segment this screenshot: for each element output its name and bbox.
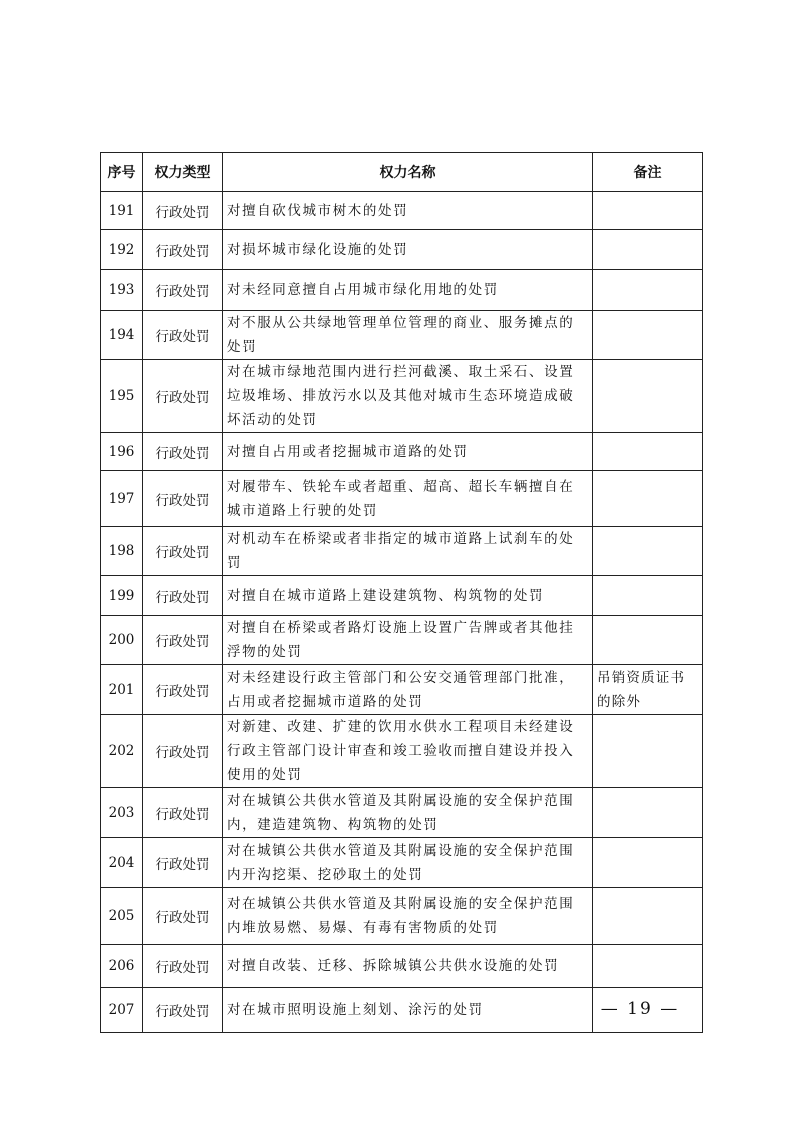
row-power-type: 行政处罚 [143,715,223,788]
row-power-type: 行政处罚 [143,945,223,988]
row-power-name: 对擅自占用或者挖掘城市道路的处罚 [223,433,593,471]
row-power-type: 行政处罚 [143,192,223,230]
row-serial-number: 206 [101,945,143,988]
row-power-name: 对擅自砍伐城市树木的处罚 [223,192,593,230]
row-remarks [593,471,703,527]
row-remarks [593,360,703,433]
row-power-name: 对在城镇公共供水管道及其附属设施的安全保护范围内堆放易燃、易爆、有毒有害物质的处罚 [223,888,593,945]
row-power-type: 行政处罚 [143,527,223,576]
table-row [101,616,703,665]
row-remarks [593,527,703,576]
table-row [101,838,703,888]
row-serial-number: 202 [101,715,143,788]
table-row [101,433,703,471]
table-row [101,945,703,988]
row-serial-number: 192 [101,230,143,270]
row-power-name: 对机动车在桥梁或者非指定的城市道路上试刹车的处罚 [223,527,593,576]
row-remarks: 吊销资质证书的除外 [593,665,703,715]
row-power-name: 对擅自改装、迁移、拆除城镇公共供水设施的处罚 [223,945,593,988]
row-power-type: 行政处罚 [143,838,223,888]
row-power-name: 对新建、改建、扩建的饮用水供水工程项目未经建设行政主管部门设计审查和竣工验收而擅自建设并投入使用的处罚 [223,715,593,788]
table-row [101,527,703,576]
table-row [101,665,703,715]
row-remarks [593,888,703,945]
row-power-type: 行政处罚 [143,311,223,360]
row-serial-number: 201 [101,665,143,715]
row-power-type: 行政处罚 [143,471,223,527]
table-row [101,192,703,230]
row-serial-number: 205 [101,888,143,945]
row-serial-number: 193 [101,270,143,311]
row-serial-number: 198 [101,527,143,576]
header-power-type: 权力类型 [143,153,223,192]
row-power-type: 行政处罚 [143,616,223,665]
header-serial-number: 序号 [101,153,143,192]
row-power-name: 对未经同意擅自占用城市绿化用地的处罚 [223,270,593,311]
table-row [101,888,703,945]
row-power-name: 对擅自在城市道路上建设建筑物、构筑物的处罚 [223,576,593,616]
table-row [101,270,703,311]
row-remarks [593,788,703,838]
row-remarks [593,311,703,360]
row-power-type: 行政处罚 [143,230,223,270]
row-power-type: 行政处罚 [143,576,223,616]
row-power-name: 对损坏城市绿化设施的处罚 [223,230,593,270]
table-row [101,360,703,433]
page-number: — 19 — [600,999,680,1019]
row-remarks [593,270,703,311]
table-row [101,576,703,616]
row-power-type: 行政处罚 [143,888,223,945]
table-header-row [101,153,703,192]
row-power-name: 对不服从公共绿地管理单位管理的商业、服务摊点的处罚 [223,311,593,360]
row-serial-number: 203 [101,788,143,838]
row-serial-number: 204 [101,838,143,888]
row-serial-number: 199 [101,576,143,616]
row-power-type: 行政处罚 [143,433,223,471]
row-serial-number: 191 [101,192,143,230]
row-remarks [593,945,703,988]
row-power-name: 对在城市照明设施上刻划、涂污的处罚 [223,988,593,1033]
row-remarks [593,715,703,788]
row-power-type: 行政处罚 [143,988,223,1033]
power-list-table [100,152,703,1033]
table-row [101,230,703,270]
table-row [101,311,703,360]
row-serial-number: 196 [101,433,143,471]
header-power-name: 权力名称 [223,153,593,192]
table-row [101,788,703,838]
row-serial-number: 197 [101,471,143,527]
row-power-type: 行政处罚 [143,270,223,311]
row-power-type: 行政处罚 [143,665,223,715]
row-remarks [593,192,703,230]
row-remarks [593,576,703,616]
row-power-name: 对未经建设行政主管部门和公安交通管理部门批准，占用或者挖掘城市道路的处罚 [223,665,593,715]
row-remarks [593,838,703,888]
row-remarks [593,433,703,471]
row-serial-number: 195 [101,360,143,433]
row-power-name: 对在城镇公共供水管道及其附属设施的安全保护范围内，建造建筑物、构筑物的处罚 [223,788,593,838]
table-row [101,471,703,527]
row-remarks [593,230,703,270]
table-row [101,715,703,788]
row-power-name: 对履带车、铁轮车或者超重、超高、超长车辆擅自在城市道路上行驶的处罚 [223,471,593,527]
row-serial-number: 194 [101,311,143,360]
row-power-type: 行政处罚 [143,788,223,838]
row-serial-number: 207 [101,988,143,1033]
header-remarks: 备注 [593,153,703,192]
row-power-name: 对在城市绿地范围内进行拦河截溪、取土采石、设置垃圾堆场、排放污水以及其他对城市生态环境造成破坏活动的处罚 [223,360,593,433]
row-power-name: 对擅自在桥梁或者路灯设施上设置广告牌或者其他挂浮物的处罚 [223,616,593,665]
row-power-name: 对在城镇公共供水管道及其附属设施的安全保护范围内开沟挖渠、挖砂取土的处罚 [223,838,593,888]
row-power-type: 行政处罚 [143,360,223,433]
row-serial-number: 200 [101,616,143,665]
row-remarks [593,616,703,665]
